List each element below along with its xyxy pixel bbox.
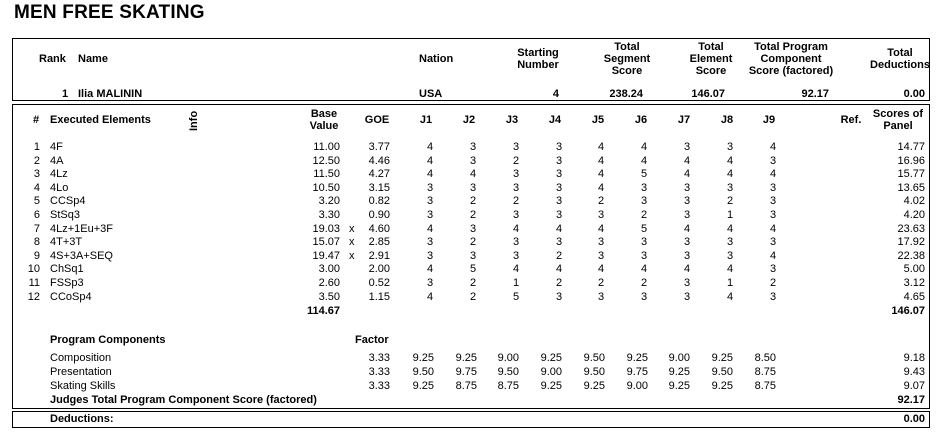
element-judge-score-j9: 2 (769, 277, 777, 289)
skater-total-deductions: 0.00 (903, 88, 925, 100)
element-judge-score-j4: 3 (555, 291, 563, 303)
element-judge-score-j4: 3 (555, 141, 563, 153)
element-judge-score-j8: 1 (726, 209, 734, 221)
element-judge-score-j1: 4 (426, 168, 434, 180)
executed-elements-header: Executed Elements (50, 114, 151, 126)
deductions-value: 0.00 (903, 413, 925, 425)
element-judge-score-j9: 4 (769, 223, 777, 235)
element-panel-score: 15.77 (897, 168, 925, 180)
total-deductions-header: Total Deductions (870, 47, 930, 71)
component-judge-score-j6: 9.75 (626, 366, 648, 378)
component-judge-score-j9: 8.50 (754, 352, 776, 364)
element-judge-score-j5: 4 (597, 155, 605, 167)
component-name: Composition (50, 352, 112, 364)
element-code: 4Lo (50, 182, 69, 194)
factor-header: Factor (355, 334, 389, 346)
component-judge-score-j5: 9.25 (583, 380, 605, 392)
element-goe: 1.15 (368, 291, 390, 303)
component-factor: 3.33 (368, 366, 390, 378)
element-judge-score-j3: 3 (512, 209, 520, 221)
element-judge-score-j4: 3 (555, 182, 563, 194)
element-base-value: 2.60 (318, 277, 340, 289)
element-judge-score-j1: 4 (426, 263, 434, 275)
element-judge-score-j6: 3 (640, 291, 648, 303)
element-judge-score-j5: 3 (597, 209, 605, 221)
skater-total-segment-score: 238.24 (609, 88, 643, 100)
judge-header-j6: J6 (634, 114, 648, 126)
component-name: Skating Skills (50, 380, 116, 392)
element-judge-score-j3: 2 (512, 155, 520, 167)
element-panel-score: 16.96 (897, 155, 925, 167)
element-judge-score-j5: 2 (597, 195, 605, 207)
element-number: 4 (33, 182, 40, 194)
element-judge-score-j6: 4 (640, 263, 648, 275)
element-judge-score-j3: 4 (512, 223, 520, 235)
component-judge-score-j3: 8.75 (497, 380, 519, 392)
component-judge-score-j9: 8.75 (754, 380, 776, 392)
component-judge-score-j7: 9.25 (668, 366, 690, 378)
element-judge-score-j5: 3 (597, 291, 605, 303)
total-element-score-header: Total Element Score (689, 41, 733, 77)
element-goe: 2.00 (368, 263, 390, 275)
element-number: 1 (33, 141, 40, 153)
element-goe: 4.46 (368, 155, 390, 167)
component-judge-score-j5: 9.50 (583, 352, 605, 364)
component-factor: 3.33 (368, 352, 390, 364)
element-judge-score-j1: 3 (426, 195, 434, 207)
base-value-header: Base Value (309, 108, 339, 132)
element-judge-score-j7: 3 (683, 291, 691, 303)
component-judge-score-j2: 9.25 (455, 352, 477, 364)
component-judge-score-j3: 9.00 (497, 352, 519, 364)
judge-header-j7: J7 (677, 114, 691, 126)
element-judge-score-j2: 3 (469, 155, 477, 167)
element-code: 4F (50, 141, 63, 153)
component-score: 9.07 (903, 380, 925, 392)
component-judge-score-j2: 8.75 (455, 380, 477, 392)
pcs-total-value: 92.17 (897, 394, 925, 406)
goe-header: GOE (364, 114, 390, 126)
element-judge-score-j6: 4 (640, 141, 648, 153)
element-judge-score-j6: 3 (640, 195, 648, 207)
element-judge-score-j8: 1 (726, 277, 734, 289)
element-base-value: 19.47 (312, 250, 340, 262)
element-number: 9 (33, 250, 40, 262)
element-judge-score-j4: 2 (555, 277, 563, 289)
element-judge-score-j7: 4 (683, 155, 691, 167)
element-judge-score-j6: 4 (640, 155, 648, 167)
element-judge-score-j9: 4 (769, 141, 777, 153)
element-bonus-mark: x (349, 250, 355, 262)
element-base-value: 3.20 (318, 195, 340, 207)
element-judge-score-j6: 2 (640, 277, 648, 289)
element-goe: 4.60 (368, 223, 390, 235)
element-judge-score-j1: 3 (426, 209, 434, 221)
component-score: 9.43 (903, 366, 925, 378)
skater-total-element-score: 146.07 (691, 88, 725, 100)
element-judge-score-j3: 5 (512, 291, 520, 303)
total-pcs-header: Total Program Component Score (factored) (748, 41, 834, 77)
element-bonus-mark: x (349, 223, 355, 235)
element-judge-score-j9: 3 (769, 209, 777, 221)
element-judge-score-j9: 3 (769, 195, 777, 207)
element-code: StSq3 (50, 209, 80, 221)
element-base-value: 10.50 (312, 182, 340, 194)
element-judge-score-j2: 3 (469, 223, 477, 235)
element-judge-score-j3: 3 (512, 141, 520, 153)
element-judge-score-j1: 3 (426, 236, 434, 248)
element-judge-score-j1: 4 (426, 291, 434, 303)
element-number: 2 (33, 155, 40, 167)
element-code: 4T+3T (50, 236, 83, 248)
component-judge-score-j4: 9.25 (540, 352, 562, 364)
element-judge-score-j4: 3 (555, 209, 563, 221)
element-judge-score-j3: 1 (512, 277, 520, 289)
element-judge-score-j3: 3 (512, 236, 520, 248)
component-judge-score-j8: 9.50 (711, 366, 733, 378)
nation-header: Nation (419, 53, 454, 65)
deductions-label: Deductions: (50, 413, 114, 425)
element-goe: 0.52 (368, 277, 390, 289)
element-judge-score-j4: 4 (555, 223, 563, 235)
element-judge-score-j6: 3 (640, 182, 648, 194)
component-judge-score-j7: 9.00 (668, 352, 690, 364)
rank-header: Rank (39, 53, 66, 65)
skater-name: Ilia MALININ (78, 88, 143, 100)
element-panel-score: 22.38 (897, 250, 925, 262)
element-judge-score-j1: 4 (426, 155, 434, 167)
element-goe: 3.77 (368, 141, 390, 153)
element-code: CCSp4 (50, 195, 86, 207)
element-judge-score-j4: 3 (555, 168, 563, 180)
skater-rank: 1 (62, 88, 69, 100)
element-judge-score-j8: 2 (726, 195, 734, 207)
element-base-value: 3.30 (318, 209, 340, 221)
component-judge-score-j1: 9.25 (412, 352, 434, 364)
element-base-value: 3.50 (318, 291, 340, 303)
component-judge-score-j7: 9.25 (668, 380, 690, 392)
element-number: 8 (33, 236, 40, 248)
element-judge-score-j7: 3 (683, 182, 691, 194)
element-goe: 3.15 (368, 182, 390, 194)
element-judge-score-j2: 3 (469, 141, 477, 153)
element-judge-score-j6: 5 (640, 223, 648, 235)
element-judge-score-j7: 4 (683, 263, 691, 275)
total-segment-score-header: Total Segment Score (603, 41, 651, 77)
element-judge-score-j5: 4 (597, 263, 605, 275)
element-judge-score-j1: 4 (426, 223, 434, 235)
num-header: # (33, 114, 40, 126)
component-judge-score-j6: 9.00 (626, 380, 648, 392)
element-judge-score-j3: 2 (512, 195, 520, 207)
element-panel-score: 4.20 (903, 209, 925, 221)
element-judge-score-j8: 4 (726, 291, 734, 303)
element-panel-score: 5.00 (903, 263, 925, 275)
pcs-total-label: Judges Total Program Component Score (factored) (50, 394, 317, 406)
element-judge-score-j5: 4 (597, 223, 605, 235)
element-panel-score: 23.63 (897, 223, 925, 235)
element-judge-score-j4: 4 (555, 263, 563, 275)
element-goe: 2.91 (368, 250, 390, 262)
element-base-value: 11.50 (313, 168, 340, 180)
element-judge-score-j6: 3 (640, 250, 648, 262)
element-judge-score-j4: 3 (555, 195, 563, 207)
element-code: FSSp3 (50, 277, 84, 289)
component-judge-score-j1: 9.50 (412, 366, 434, 378)
component-name: Presentation (50, 366, 112, 378)
element-base-value: 15.07 (312, 236, 340, 248)
element-judge-score-j9: 3 (769, 263, 777, 275)
element-judge-score-j7: 3 (683, 209, 691, 221)
element-judge-score-j8: 4 (726, 263, 734, 275)
element-judge-score-j3: 3 (512, 182, 520, 194)
component-judge-score-j3: 9.50 (497, 366, 519, 378)
element-panel-score: 3.12 (903, 277, 925, 289)
element-judge-score-j8: 4 (726, 223, 734, 235)
element-judge-score-j4: 3 (555, 236, 563, 248)
element-judge-score-j9: 3 (769, 155, 777, 167)
element-judge-score-j2: 5 (469, 263, 477, 275)
element-judge-score-j1: 4 (426, 141, 434, 153)
element-code: CCoSp4 (50, 291, 92, 303)
element-judge-score-j7: 3 (683, 195, 691, 207)
element-judge-score-j5: 3 (597, 250, 605, 262)
element-number: 5 (33, 195, 40, 207)
element-judge-score-j9: 4 (769, 250, 777, 262)
judge-header-j8: J8 (720, 114, 734, 126)
element-judge-score-j2: 3 (469, 182, 477, 194)
element-judge-score-j9: 3 (769, 291, 777, 303)
element-judge-score-j4: 3 (555, 155, 563, 167)
element-judge-score-j8: 3 (726, 141, 734, 153)
element-base-value: 11.00 (313, 141, 340, 153)
element-judge-score-j5: 4 (597, 168, 605, 180)
element-judge-score-j1: 3 (426, 182, 434, 194)
skater-starting-number: 4 (552, 88, 559, 100)
page-title: MEN FREE SKATING (14, 2, 205, 23)
element-base-value: 19.03 (312, 223, 340, 235)
element-code: 4Lz (50, 168, 68, 180)
element-judge-score-j7: 3 (683, 277, 691, 289)
element-judge-score-j2: 4 (469, 168, 477, 180)
component-judge-score-j1: 9.25 (412, 380, 434, 392)
element-code: 4A (50, 155, 64, 167)
judge-header-j5: J5 (591, 114, 605, 126)
element-base-value: 3.00 (318, 263, 340, 275)
element-judge-score-j9: 4 (769, 168, 777, 180)
component-score: 9.18 (903, 352, 925, 364)
element-number: 12 (27, 291, 40, 303)
element-judge-score-j8: 3 (726, 182, 734, 194)
element-goe: 4.27 (368, 168, 390, 180)
element-panel-score: 17.92 (897, 236, 925, 248)
element-judge-score-j2: 2 (469, 277, 477, 289)
judge-header-j4: J4 (548, 114, 562, 126)
element-judge-score-j1: 3 (426, 277, 434, 289)
element-judge-score-j5: 2 (597, 277, 605, 289)
element-judge-score-j6: 2 (640, 209, 648, 221)
scores-of-panel-header: Scores of Panel (872, 108, 924, 132)
element-judge-score-j5: 3 (597, 236, 605, 248)
component-judge-score-j4: 9.00 (540, 366, 562, 378)
base-value-total: 114.67 (306, 305, 340, 317)
element-judge-score-j5: 4 (597, 182, 605, 194)
element-judge-score-j3: 3 (512, 168, 520, 180)
element-number: 11 (28, 277, 40, 289)
judge-header-j1: J1 (419, 114, 433, 126)
element-judge-score-j8: 3 (726, 250, 734, 262)
element-judge-score-j6: 5 (640, 168, 648, 180)
element-judge-score-j7: 3 (683, 236, 691, 248)
deductions-box (12, 411, 930, 428)
component-judge-score-j8: 9.25 (711, 352, 733, 364)
name-header: Name (78, 53, 108, 65)
element-judge-score-j2: 2 (469, 195, 477, 207)
element-judge-score-j7: 4 (683, 223, 691, 235)
judge-header-j2: J2 (462, 114, 476, 126)
element-base-value: 12.50 (312, 155, 340, 167)
element-judge-score-j7: 4 (683, 168, 691, 180)
element-code: ChSq1 (50, 263, 84, 275)
element-judge-score-j2: 2 (469, 291, 477, 303)
element-number: 6 (33, 209, 40, 221)
element-goe: 0.90 (368, 209, 390, 221)
element-panel-score: 13.65 (897, 182, 925, 194)
program-components-title: Program Components (50, 334, 166, 346)
element-judge-score-j2: 3 (469, 250, 477, 262)
element-judge-score-j9: 3 (769, 182, 777, 194)
element-goe: 2.85 (368, 236, 390, 248)
element-judge-score-j2: 2 (469, 209, 477, 221)
judge-header-j9: J9 (762, 114, 776, 126)
element-judge-score-j8: 4 (726, 168, 734, 180)
element-judge-score-j2: 2 (469, 236, 477, 248)
element-judge-score-j9: 3 (769, 236, 777, 248)
skater-total-pcs: 92.17 (801, 88, 829, 100)
element-number: 3 (33, 168, 40, 180)
element-judge-score-j1: 3 (426, 250, 434, 262)
element-code: 4S+3A+SEQ (50, 250, 113, 262)
element-panel-score: 4.65 (903, 291, 925, 303)
component-judge-score-j5: 9.50 (583, 366, 605, 378)
ref-header: Ref. (840, 114, 862, 126)
element-judge-score-j6: 3 (640, 236, 648, 248)
element-judge-score-j3: 4 (512, 263, 520, 275)
component-judge-score-j2: 9.75 (455, 366, 477, 378)
info-header: Info (188, 110, 200, 131)
element-judge-score-j8: 4 (726, 155, 734, 167)
element-judge-score-j7: 3 (683, 250, 691, 262)
component-judge-score-j9: 8.75 (754, 366, 776, 378)
element-judge-score-j8: 3 (726, 236, 734, 248)
panel-score-total: 146.07 (891, 305, 925, 317)
element-number: 10 (27, 263, 40, 275)
element-judge-score-j3: 3 (512, 250, 520, 262)
element-judge-score-j4: 2 (555, 250, 563, 262)
element-panel-score: 4.02 (903, 195, 925, 207)
element-judge-score-j5: 4 (597, 141, 605, 153)
component-judge-score-j4: 9.25 (540, 380, 562, 392)
skater-nation: USA (419, 88, 443, 100)
component-factor: 3.33 (368, 380, 390, 392)
element-goe: 0.82 (368, 195, 390, 207)
component-judge-score-j6: 9.25 (626, 352, 648, 364)
element-judge-score-j7: 3 (683, 141, 691, 153)
element-number: 7 (33, 223, 40, 235)
judge-header-j3: J3 (505, 114, 519, 126)
component-judge-score-j8: 9.25 (711, 380, 733, 392)
starting-number-header: Starting Number (517, 47, 559, 71)
element-bonus-mark: x (349, 236, 355, 248)
element-panel-score: 14.77 (897, 141, 925, 153)
element-code: 4Lz+1Eu+3F (50, 223, 113, 235)
